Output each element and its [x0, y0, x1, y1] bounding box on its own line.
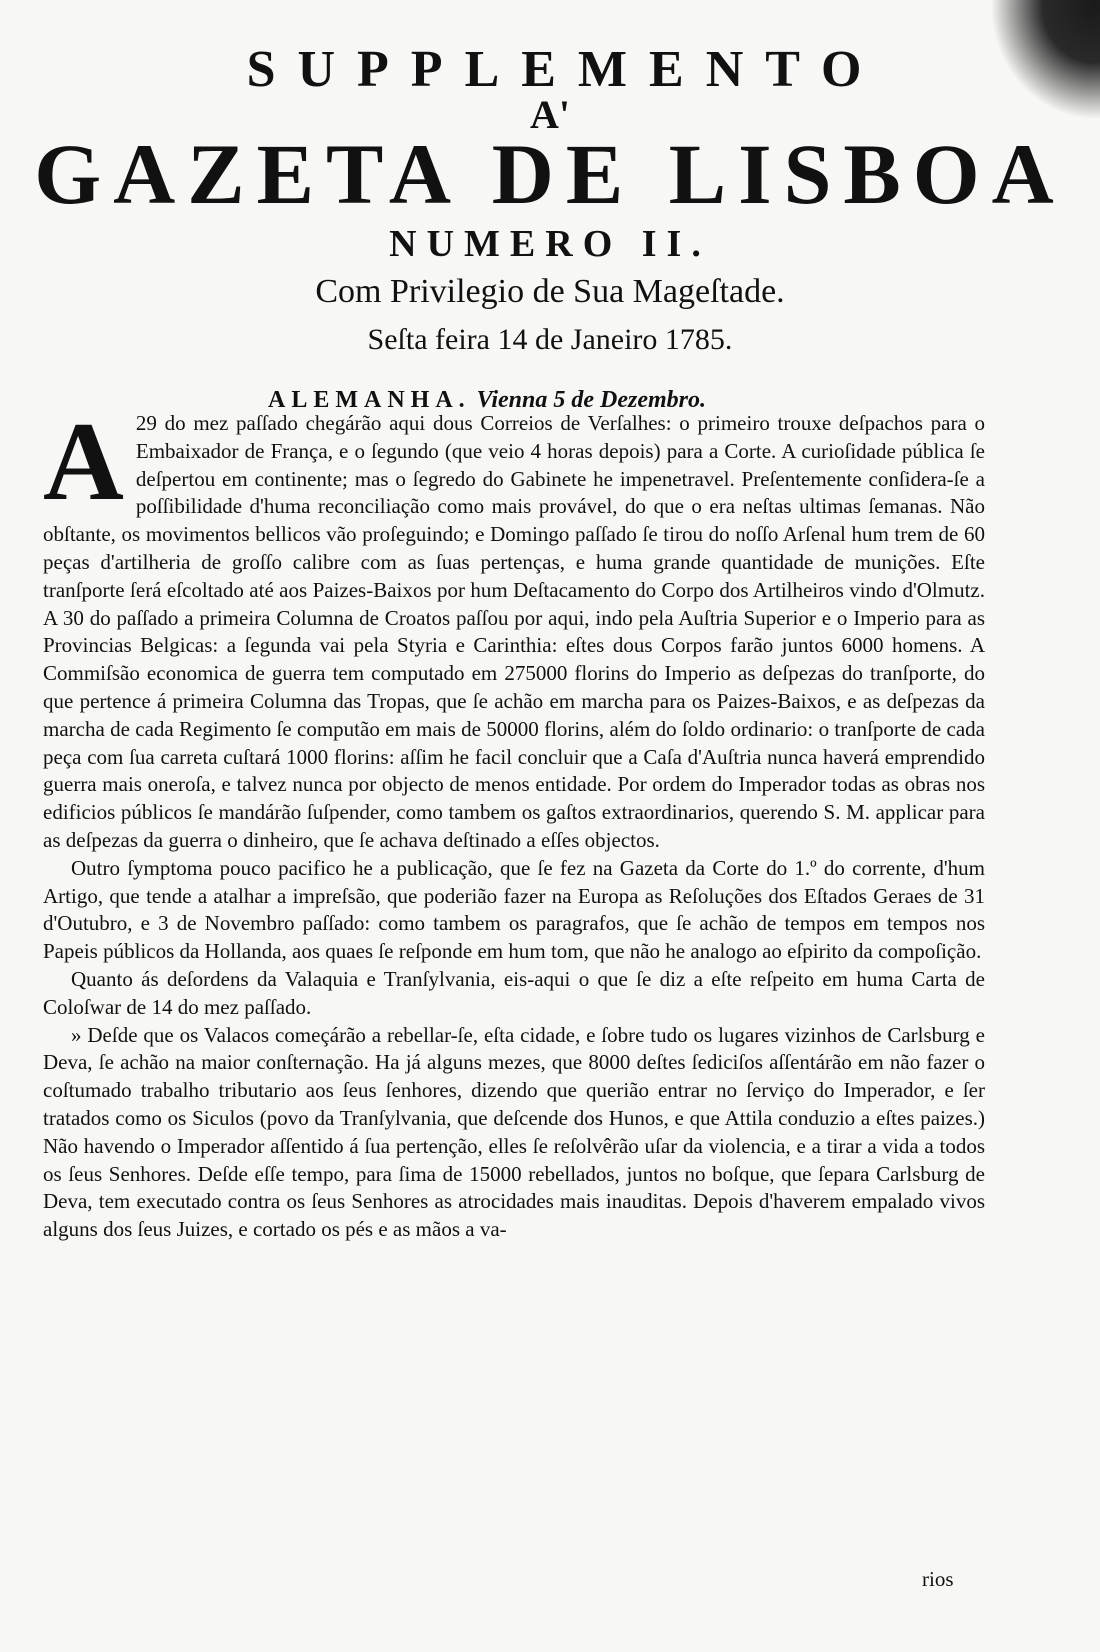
- paragraph-text: 29 do mez paſſado chegárão aqui dous Correios de Verſalhes: o primeiro trouxe deſpachos para o Embaixador de França, e o ſegundo (que veio 4 horas depois) para a Corte. A curioſidade pública ſe deſpertou em continente; mas o ſegredo do Gabinete he impenetravel. Preſentemente conſidera-ſe a poſſibilidade d'huma reconciliação como mais provável, do que o era neſtas ultimas ſemanas. Não obſtante, os movimentos bellicos vão proſeguindo; e Domingo paſſado ſe tirou do noſſo Arſenal hum trem de 60 peças d'artilheria de groſſo calibre com as ſuas pertenças, e huma grande quantidade de munições. Eſte tranſporte ſerá eſcoltado até aos Paizes-Baixos por hum Deſtacamento do Corpo dos Artilheiros vindo d'Olmutz. A 30 do paſſado a primeira Columna de Croatos paſſou por aqui, indo pela Auſtria Superior e o Imperio para as Provincias Belgicas: a ſegunda vai pela Styria e Carinthia: eſtes dous Corpos farão juntos 6000 homens. A Commiſsão economica de guerra tem computado em 275000 florins do Imperio as deſpezas do tranſporte, do que pertence á primeira Columna das Tropas, que ſe achão em marcha para os Paizes-Baixos, e as deſpezas da marcha de cada Regimento ſe computão em mais de 50000 florins, além do ſoldo ordinario: o tranſporte de cada peça com ſua carreta cuſtará 1000 florins: aſſim he facil concluir que a Caſa d'Auſtria nunca haverá emprendido guerra mais oneroſa, e talvez nunca por objecto de menos entidade. Por ordem do Imperador todas as obras nos edificios públicos ſe mandárão ſuſpender, como tambem os gaſtos extraordinarios, querendo S. M. applicar para as deſpezas da guerra o dinheiro, que ſe achava deſtinado a eſſes objectos.: [43, 411, 985, 852]
- article-paragraph: Outro ſymptoma pouco pacifico he a publicação, que ſe fez na Gazeta da Corte do 1.º do corrente, d'hum Artigo, que tende a atalhar a impreſsão, que poderião fazer na Europa as Reſoluções dos Eſtados Geraes de 31 d'Outubro, e 3 de Novembro paſſado: como tambem os paragrafos, que ſe achão de tempos em tempos nos Papeis públicos da Hollanda, aos quaes ſe reſponde em hum tom, que não he analogo ao eſpirito da compoſição.: [43, 855, 985, 964]
- issue-date: Seſta feira 14 de Janeiro 1785.: [367, 323, 733, 356]
- article-paragraph: Quanto ás deſordens da Valaquia e Tranſylvania, eis-aqui o que ſe diz a eſte reſpeito em huma Carta de Coloſwar de 14 do mez paſſado.: [43, 966, 985, 1019]
- supplement-title: SUPPLEMENTO: [246, 41, 884, 98]
- drop-capital: A: [43, 400, 124, 524]
- privilege-line: Com Privilegio de Sua Mageſtade.: [315, 273, 785, 310]
- masthead: [0, 40, 1100, 360]
- article-paragraph: » Deſde que os Valacos começárão a rebellar-ſe, eſta cidade, e ſobre tudo os lugares vizinhos de Carlsburg e Deva, ſe achão na maior conſternação. Ha já alguns mezes, que 8000 deſtes ſediciſos aſſentárão em não fazer o coſtumado trabalho tributario aos ſeus ſenhores, dizendo que querião entrar no ſerviço do Imperador, e ſer tratados como os Siculos (povo da Tranſylvania, que deſcende dos Hunos, e que Attila conduzio a eſtes paizes.) Não havendo o Imperador aſſentido á ſua pertenção, elles ſe reſolvêrão uſar da violencia, e a tirar a vida a todos os ſeus Senhores. Deſde eſſe tempo, para ſima de 15000 rebellados, juntos no boſque, que ſepara Carlsburg de Deva, tem executado contra os ſeus Senhores as atrocidades mais inauditas. Depois d'haverem empalado vivos alguns dos ſeus Juizes, e cortado os pés e as mãos a va-: [43, 1022, 985, 1242]
- issue-number: NUMERO II.: [389, 223, 711, 265]
- section-dateline: Vienna 5 de Dezembro.: [476, 387, 707, 413]
- preposition-line: A': [530, 92, 570, 137]
- catchword: rios: [922, 1567, 954, 1591]
- section-country: ALEMANHA.: [268, 387, 471, 413]
- newspaper-title: GAZETA DE LISBOA: [34, 126, 1066, 222]
